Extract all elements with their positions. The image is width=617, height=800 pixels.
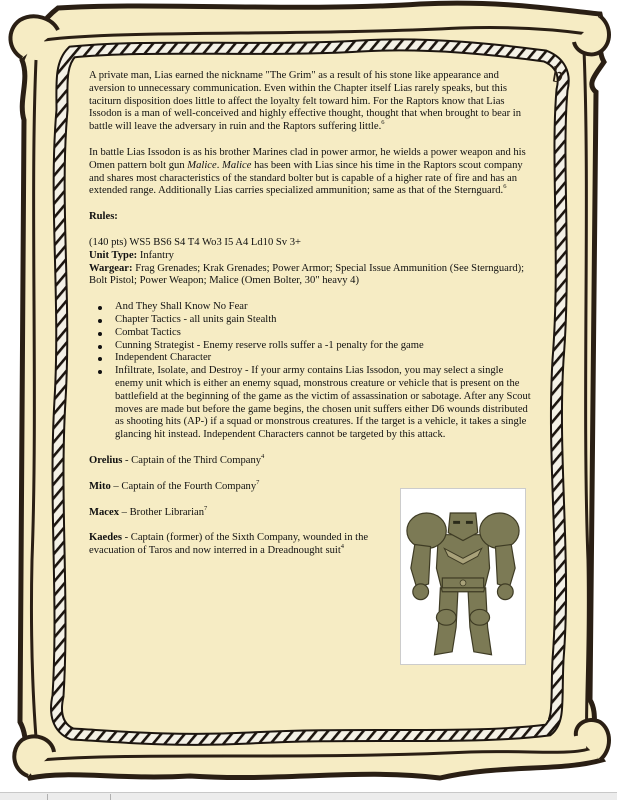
space-marine-image (400, 488, 526, 665)
weapon-name: Malice (187, 159, 217, 171)
footnote-ref: 6 (381, 119, 385, 127)
ability-item: Chapter Tactics - all units gain Stealth (115, 314, 533, 327)
member-orelius: Orelius - Captain of the Third Company$^4$ (89, 452, 265, 466)
weapon-name: Malice (222, 159, 252, 171)
member-macex: Macex – Brother Librarian$^7$ (89, 504, 208, 518)
rules-heading: Rules: (89, 211, 118, 223)
abilities-list (89, 301, 533, 442)
ability-item: Cunning Strategist - Enemy reserve rolls suffer a -1 penalty for the game (115, 340, 533, 353)
unit-type-line: Unit Type: Infantry (89, 249, 174, 261)
battle-paragraph: In battle Lias Issodon is as his brother Marines clad in power armor, he wields a power weapon and his Omen pattern bolt gun Malice. Malice has been with Lias since his time in the Raptors scout company and shares most characteristics of the standard bolter but is capable of a higher rate of fire and has an extended range. Additionally Lias carries specialized ammunition; same as that of the Sternguard.$^6$ (89, 146, 526, 197)
intro-paragraph: A private man, Lias earned the nickname "The Grim" as a result of his stone like appearance and aversion to unnecessary communication. Even within the Chapter itself Lias rarely speaks, but this taciturn disposition does little to affect the loyalty felt toward him. For the Raptors know that Lias Issodon is a man of well-conceived and highly effective thought, thought that when brought to bear in battle will leave the adversary in ruin and the Raptors suffering little.$^6$ (89, 70, 521, 133)
corner-letter: b (552, 62, 563, 87)
wargear-line: Wargear: Frag Grenades; Krak Grenades; Power Armor; Special Issue Ammunition (See Sternguard); Bolt Pistol; Power Weapon; Malice (Omen Bolter, 30" heavy 4) (89, 262, 525, 287)
ability-item: And They Shall Know No Fear (115, 301, 533, 314)
footnote-ref: 6 (503, 183, 507, 191)
ability-item: Infiltrate, Isolate, and Destroy - If your army contains Lias Issodon, you may select a single enemy unit which is either an enemy squad, monstrous creature or vehicle that is present on the battlefield at the beginning of the game as the victim of assassination or sabotage. After any Scout moves are made but before the game begins, the chosen unit suffers either D6 wounds distributed as shooting hits (AP-) if a squad or monstrous creatures. If the target is a vehicle, it takes a single glancing hit instead. Independent Characters cannot be targeted by this attack. (115, 365, 533, 442)
ability-item: Combat Tactics (115, 327, 533, 340)
ability-item: Independent Character (115, 352, 533, 365)
stat-line: (140 pts) WS5 BS6 S4 T4 Wo3 I5 A4 Ld10 Sv 3+ (89, 236, 302, 248)
member-kaedes: Kaedes - Captain (former) of the Sixth Company, wounded in the evacuation of Taros and now interred in a Dreadnought suit$^4$ (89, 532, 369, 557)
member-mito: Mito – Captain of the Fourth Company$^7$ (89, 478, 260, 492)
